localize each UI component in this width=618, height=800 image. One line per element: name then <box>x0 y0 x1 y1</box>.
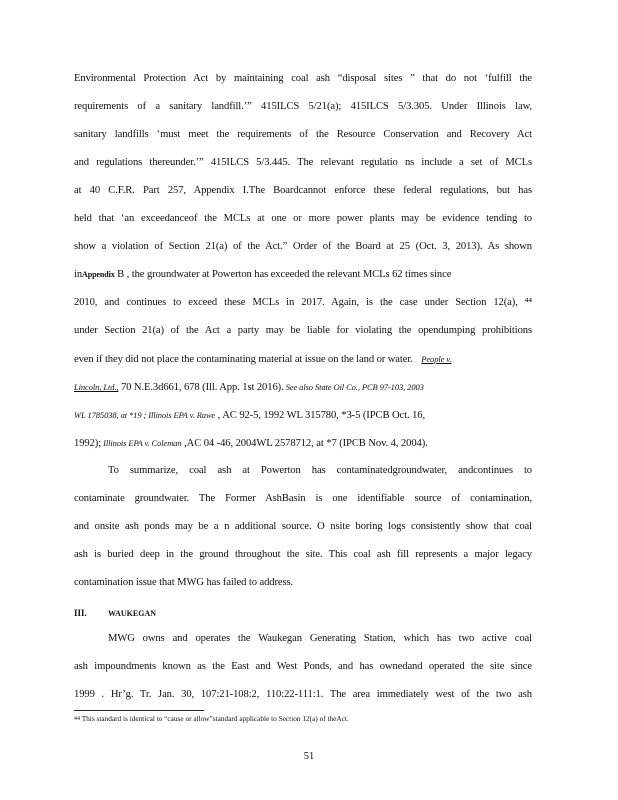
footnote-marker: 44 <box>74 716 80 722</box>
section-title: WAUKEGAN <box>108 609 157 618</box>
body-line-11 <box>74 352 532 367</box>
para2-line-4: ash is buried deep in the ground throughout the site. This coal ash fill represents a major legacy <box>74 549 532 560</box>
section-heading <box>74 606 156 621</box>
line14-text2: ,AC 04 -46, 2004WL 2578712, at *7 (IPCB Nov. 4, 2004). <box>181 438 428 449</box>
body-line-4: and regulations thereunder.’” 415ILCS 5/3.445. The relevant regulatio ns include a set of MCLs <box>74 157 532 168</box>
body-line-13 <box>74 408 532 423</box>
cite-rawe: WL 1785038, at *19 ; Illinois EPA v. Rawe <box>74 410 216 420</box>
para3-line-1: MWG owns and operates the Waukegan Generating Station, which has two active coal <box>108 633 532 644</box>
body-line-1: Environmental Protection Act by maintaining coal ash “disposal sites ” that do not ‘fulfill the <box>74 73 532 84</box>
page-number: 51 <box>303 751 315 762</box>
section-number: III. <box>74 608 87 618</box>
body-line-12 <box>74 380 532 395</box>
body-line-5: at 40 C.F.R. Part 257, Appendix I.The Boardcannot enforce these federal regulations, but has <box>74 185 532 196</box>
line8-rest: B , the groundwater at Powerton has exceeded the relevant MCLs 62 times since <box>114 269 452 280</box>
para3-line-2: ash impoundments known as the East and West Ponds, and has ownedand operated the site since <box>74 661 532 672</box>
appendix-label: Appendix <box>82 270 115 279</box>
footnote <box>74 714 532 724</box>
line13-text: , AC 92-5, 1992 WL 315780, *3-5 (IPCB Oct. 16, <box>215 410 426 421</box>
body-line-3: sanitary landfills ‘must meet the requirements of the Resource Conservation and Recovery Act <box>74 129 532 140</box>
body-line-8 <box>74 268 532 282</box>
see-also-cite: See also State Oil Co., PCB 97-103, 2003 <box>283 382 424 392</box>
para2-line-5: contamination issue that MWG has failed to address. <box>74 577 294 588</box>
case-name-people: People v. <box>421 354 452 364</box>
line14-text1: 1992); <box>74 438 102 449</box>
body-line-2: requirements of a sanitary landfill.’” 415ILCS 5/21(a); 415ILCS 5/3.305. Under Illinois law, <box>74 101 532 112</box>
body-line-6: held that ‘an exceedanceof the MCLs at one or more power plants may be evidence tending to <box>74 213 532 224</box>
case-name-lincoln: Lincoln, Ltd., <box>74 382 119 392</box>
para2-line-3: and onsite ash ponds may be a n additional source. O nsite boring logs consistently show that coal <box>74 521 532 532</box>
body-line-10: under Section 21(a) of the Act a party may be liable for violating the opendumping prohibitions <box>74 325 532 336</box>
body-line-14 <box>74 436 532 451</box>
body-line-7: show a violation of Section 21(a) of the Act.” Order of the Board at 25 (Oct. 3, 2013). As shown <box>74 241 532 252</box>
para2-line-2: contaminate groundwater. The Former AshBasin is one identifiable source of contamination, <box>74 493 532 504</box>
line12-text: 70 N.E.3d661, 678 (Ill. App. 1st 2016). <box>118 382 284 393</box>
line11-text: even if they did not place the contaminating material at issue on the land or water. <box>74 354 413 365</box>
cite-coleman: Illinois EPA v. Coleman <box>101 438 182 448</box>
footnote-text: This standard is identical to “cause or allow”standard applicable to Section 12(a) of theAct. <box>80 714 349 723</box>
para2-line-1: To summarize, coal ash at Powerton has contaminatedgroundwater, andcontinues to <box>108 465 532 476</box>
para3-line-3: 1999 . Hr’g. Tr. Jan. 30, 107:21-108:2, 110:22-111:1. The area immediately west of the two ash <box>74 689 532 700</box>
body-line-9: 2010, and continues to exceed these MCLs in 2017. Again, is the case under Section 12(a), ⁴⁴ <box>74 297 532 308</box>
line8-prefix: in <box>74 269 83 280</box>
footnote-separator <box>74 710 204 711</box>
